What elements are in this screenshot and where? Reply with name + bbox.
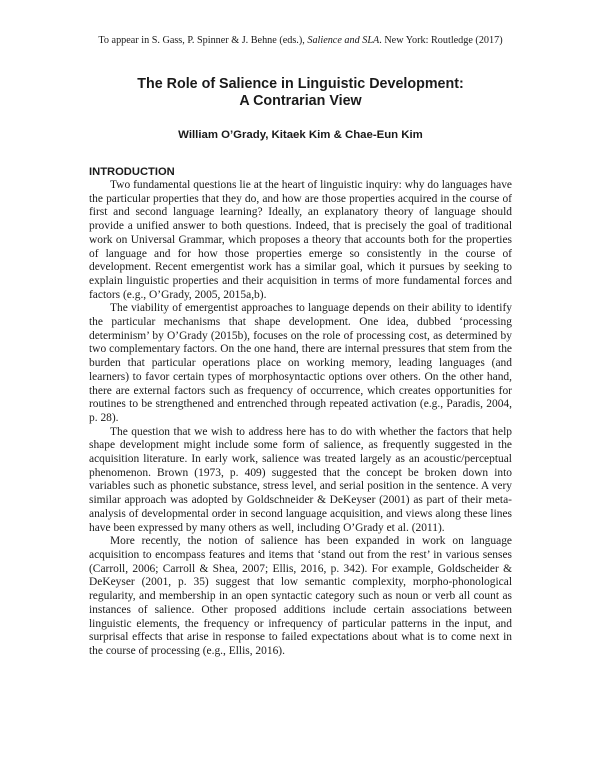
- running-head-book-title: Salience and SLA: [307, 35, 380, 46]
- paper-title: [89, 76, 512, 110]
- author-list: William O’Grady, Kitaek Kim & Chae-Eun Kim: [178, 129, 423, 141]
- running-head-prefix: To appear in S. Gass, P. Spinner & J. Behne (eds.),: [98, 35, 308, 46]
- section-heading: INTRODUCTION: [89, 166, 175, 178]
- body-paragraph-2: The viability of emergentist approaches to language depends on their ability to identify the particular mechanisms that shape development. One idea, dubbed ‘processing determinism’ by O’Grady (2015b), focuses on the role of processing cost, as determined by two complementary factors. On the one hand, there are internal pressures that stem from the burden that particular operations place on working memory, leading languages (and learners) to favor certain types of morphosyntactic options over others. On the other hand, there are external factors such as frequency of occurrence, which creates opportunities for routines to be strengthened and entrenched through repeated activation (e.g., Paradis, 2004, p. 28).: [89, 302, 512, 424]
- paper-title-line-1: The Role of Salience in Linguistic Development:: [137, 76, 464, 92]
- paper-title-line-2: A Contrarian View: [239, 93, 362, 109]
- body-paragraph-3: The question that we wish to address here has to do with whether the factors that help shape development might include some form of salience, as frequently suggested in the acquisition literature. In early work, salience was treated largely as an acoustic/perceptual phenomenon. Brown (1973, p. 409) suggested that the concept be broken down into variables such as phonetic substance, stress level, and serial position in the sentence. A very similar approach was adopted by Goldschneider & DeKeyser (2001) as part of their meta-analysis of developmental order in second language acquisition, and views along these lines have been expressed by many others as well, including O’Grady et al. (2011).: [89, 425, 512, 534]
- body-paragraph-4: More recently, the notion of salience has been expanded in work on language acquisition to encompass features and items that ‘stand out from the rest’ in various senses (Carroll, 2006; Carroll & Shea, 2007; Ellis, 2016, p. 342). For example, Goldscheider & DeKeyser (2001, p. 35) suggest that low semantic complexity, morpho-phonological regularity, and membership in an open syntactic category such as noun or verb all count as instances of salience. Other proposed additions include certain associations between linguistic elements, the frequency or infrequency of particular patterns in the input, and surprisal effects that arise in response to failed expectations about what is to come next in the course of processing (e.g., Ellis, 2016).: [89, 535, 512, 657]
- running-head: [89, 34, 512, 47]
- running-head-suffix: . New York: Routledge (2017): [379, 35, 503, 46]
- body-paragraph-1: Two fundamental questions lie at the heart of linguistic inquiry: why do languages have the particular properties that they do, and how are those properties acquired in the course of first and second language learning? Ideally, an explanatory theory of language should provide a unified answer to both questions. Indeed, that is precisely the goal of traditional work on Universal Grammar, which proposes a theory that accounts both for the properties of language and for how those properties emerge so consistently in the course of development. Recent emergentist work has a similar goal, which it pursues by seeking to explain linguistic properties and their acquisition in terms of more fundamental forces and factors (e.g., O’Grady, 2005, 2015a,b).: [89, 179, 512, 301]
